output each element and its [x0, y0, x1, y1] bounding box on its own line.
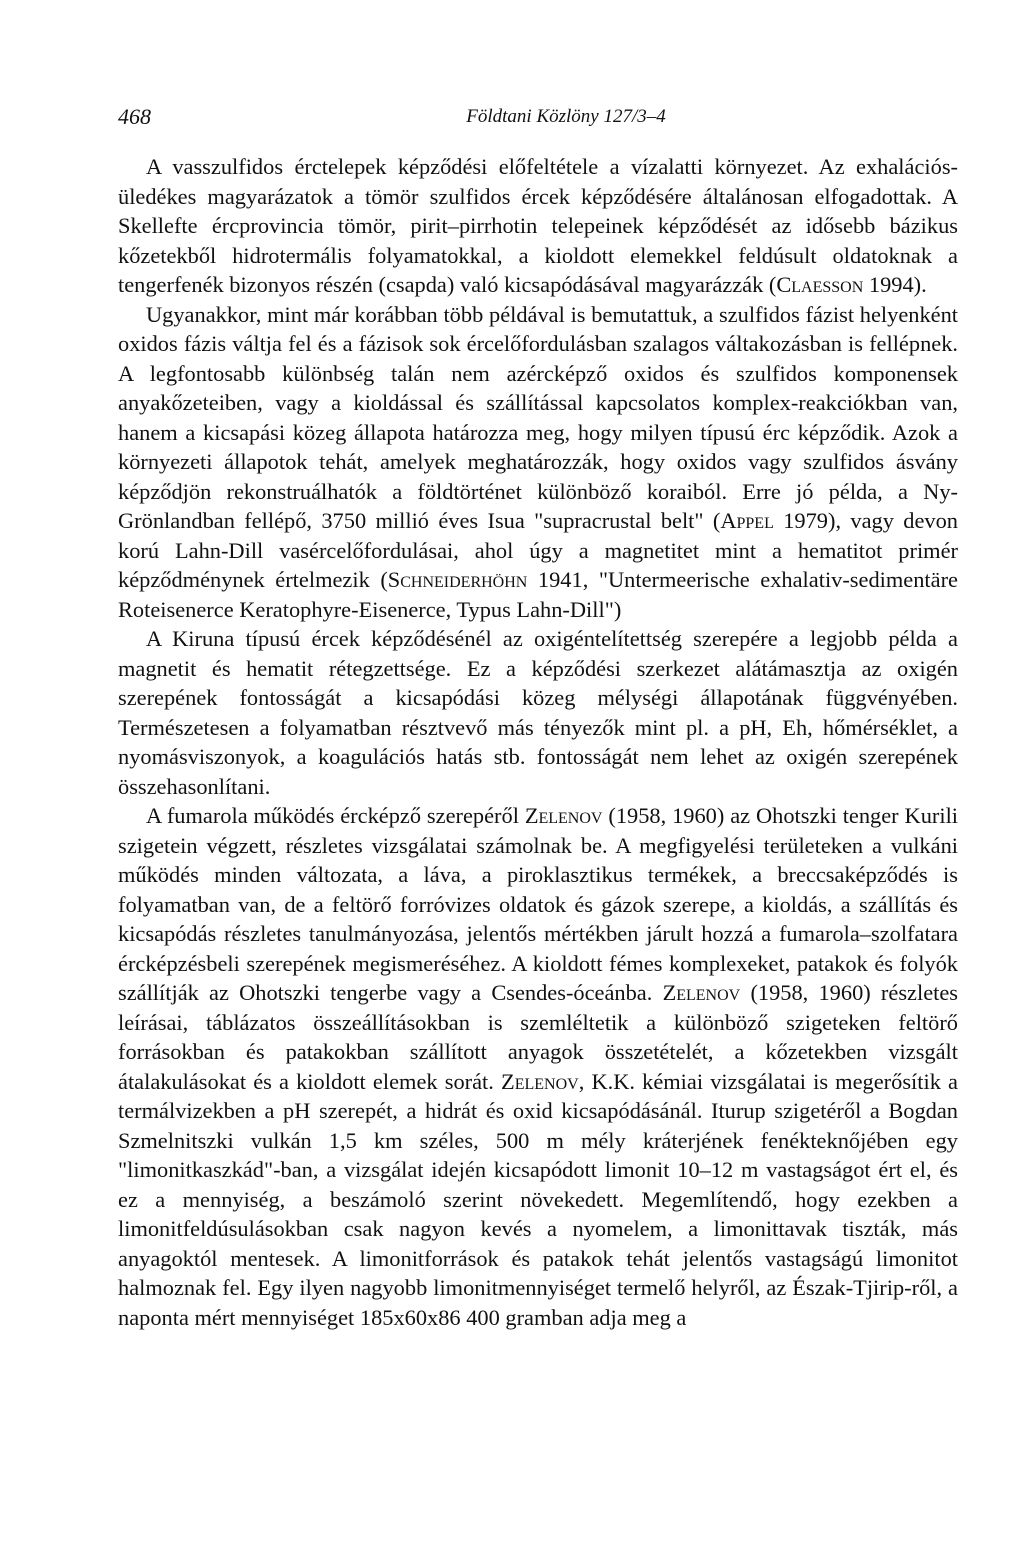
page-number: 468 — [118, 104, 151, 129]
paragraph — [118, 624, 958, 801]
author-name: Schneiderhöhn — [387, 567, 528, 592]
text-run: A fumarola működés ércképző szerepéről — [146, 803, 525, 828]
text-run: (1958, 1960) az Ohotszki tenger Kurili szigetein végzett, részletes vizsgálatai számolnak be. A megfigyelési területeken a vulkáni működés minden változata, a láva, a piroklasztikus termékek, a breccsaképződés is folyamatban van, de a feltörő forróvizes oldatok és gázok szerepe, a kioldás, a szállítás és kicsapódás részletes tanulmányozása, jelentős mértékben járult hozzá a fumarola–szolfatara ércképzésbeli szerepének megismeréséhez. A kioldott fémes komplexeket, patakok és folyók szállítják az Ohotszki tengerbe vagy a Csendes-óceánba. — [118, 803, 959, 1005]
author-name: Zelenov — [501, 1068, 579, 1094]
author-name: Zelenov — [524, 803, 603, 828]
page-header — [118, 104, 914, 136]
paragraph — [118, 300, 958, 625]
text-run: A vasszulfidos érctelepek képződési előfeltétele a vízalatti környezet. Az exhalációs-üledékes magyarázatok a tömör szulfidos ércek képződésére általánosan elfogadottak. A Skellefte ércprovincia tömör, pirit–pirrhotin telepeinek képződését az idősebb bázikus kőzetekből hidrotermális folyamatokkal, a kioldott elemekkel feldúsult oldatoknak a tengerfenék bizonyos részén (csapda) való kicsapódásával magyarázzák ( — [118, 154, 958, 297]
author-name: Zelenov — [662, 980, 741, 1005]
author-name: Appel — [720, 508, 774, 533]
author-name: Claesson — [776, 272, 864, 297]
text-run: 1979), vagy devon korú Lahn-Dill vasércelőfordulásai, ahol úgy a magnetitet mint a hematitot primér képződménynek értelmezik ( — [118, 508, 958, 592]
text-run: 1994). — [863, 272, 927, 297]
article-body — [118, 152, 958, 1332]
text-run: A Kiruna típusú ércek képződésénél az oxigéntelítettség szerepére a legjobb példa a magnetit és hematit rétegzettsége. Ez a képződési szerkezet alátámasztja az oxigén szerepének fontosságát a kicsapódási közeg mélységi állapotának függvényében. Természetesen a folyamatban résztvevő más tényezők mint pl. a pH, Eh, hőmérséklet, a nyomásviszonyok, a koagulációs hatás stb. fontosságát nem lehet az oxigén szerepének összehasonlítani. — [118, 626, 958, 799]
journal-title: Földtani Közlöny 127/3–4 — [466, 106, 666, 127]
text-run: (1958, 1960) részletes leírásai, táblázatos összeállításokban is szemléltetik a különböző szigeteken feltörő forrásokban és patakokban szállított anyagok összetételét, a kőzetekben vizsgált átalakulásokat és a kioldott elemek sorát. — [118, 980, 959, 1094]
paragraph — [118, 152, 958, 300]
paragraph — [118, 801, 958, 1332]
text-run: Ugyanakkor, mint már korábban több példával is bemutattuk, a szulfidos fázist helyenként oxidos fázis váltja fel és a fázisok sok ércelőfordulásban szalagos váltakozásban is fellépnek. A legfontosabb különbség talán nem azércképző oxidos és szulfidos komponensek anyakőzeteiben, vagy a kioldással és szállítással kapcsolatos komplex-reakciókban van, hanem a kicsapási közeg állapota határozza meg, hogy milyen típusú érc képződik. Azok a környezeti állapotok tehát, amelyek meghatározzák, hogy oxidos vagy szulfidos ásvány képződjön rekonstruálhatók a földtörténet különböző koraiból. Erre jó példa, a Ny-Grönlandban fellépő, 3750 millió éves Isua "supracrustal belt" ( — [118, 301, 958, 533]
text-run: , K.K. kémiai vizsgálatai is megerősítik a termálvizekben a pH szerepét, a hidrát és oxid kicsapódásánál. Iturup szigetéről a Bogdan Szmelnitszki vulkán 1,5 km széles, 500 m mély kráterjének fenékteknőjében egy "limonitkaszkád"-ban, a vizsgálat idején kicsapódott limonit 10–12 m vastagságot ért el, és ez a mennyiség, a beszámoló szerint növekedett. Megemlítendő, hogy ezekben a limonitfeldúsulásokban csak nagyon kevés a nyomelem, a limonittavak tiszták, más anyagoktól mentesek. A limonitforrások és patakok tehát jelentős vastagságú limonitot halmoznak fel. Egy ilyen nagyobb limonitmennyiséget termelő helyről, az Észak-Tjirip-ről, a naponta mért mennyiséget 185x60x86 400 gramban adja meg a — [118, 1068, 958, 1330]
text-run: 1941, "Untermeerische exhalativ-sedimentäre Roteisenerce Keratophyre-Eisenerce, Typus Lahn-Dill") — [118, 567, 958, 622]
